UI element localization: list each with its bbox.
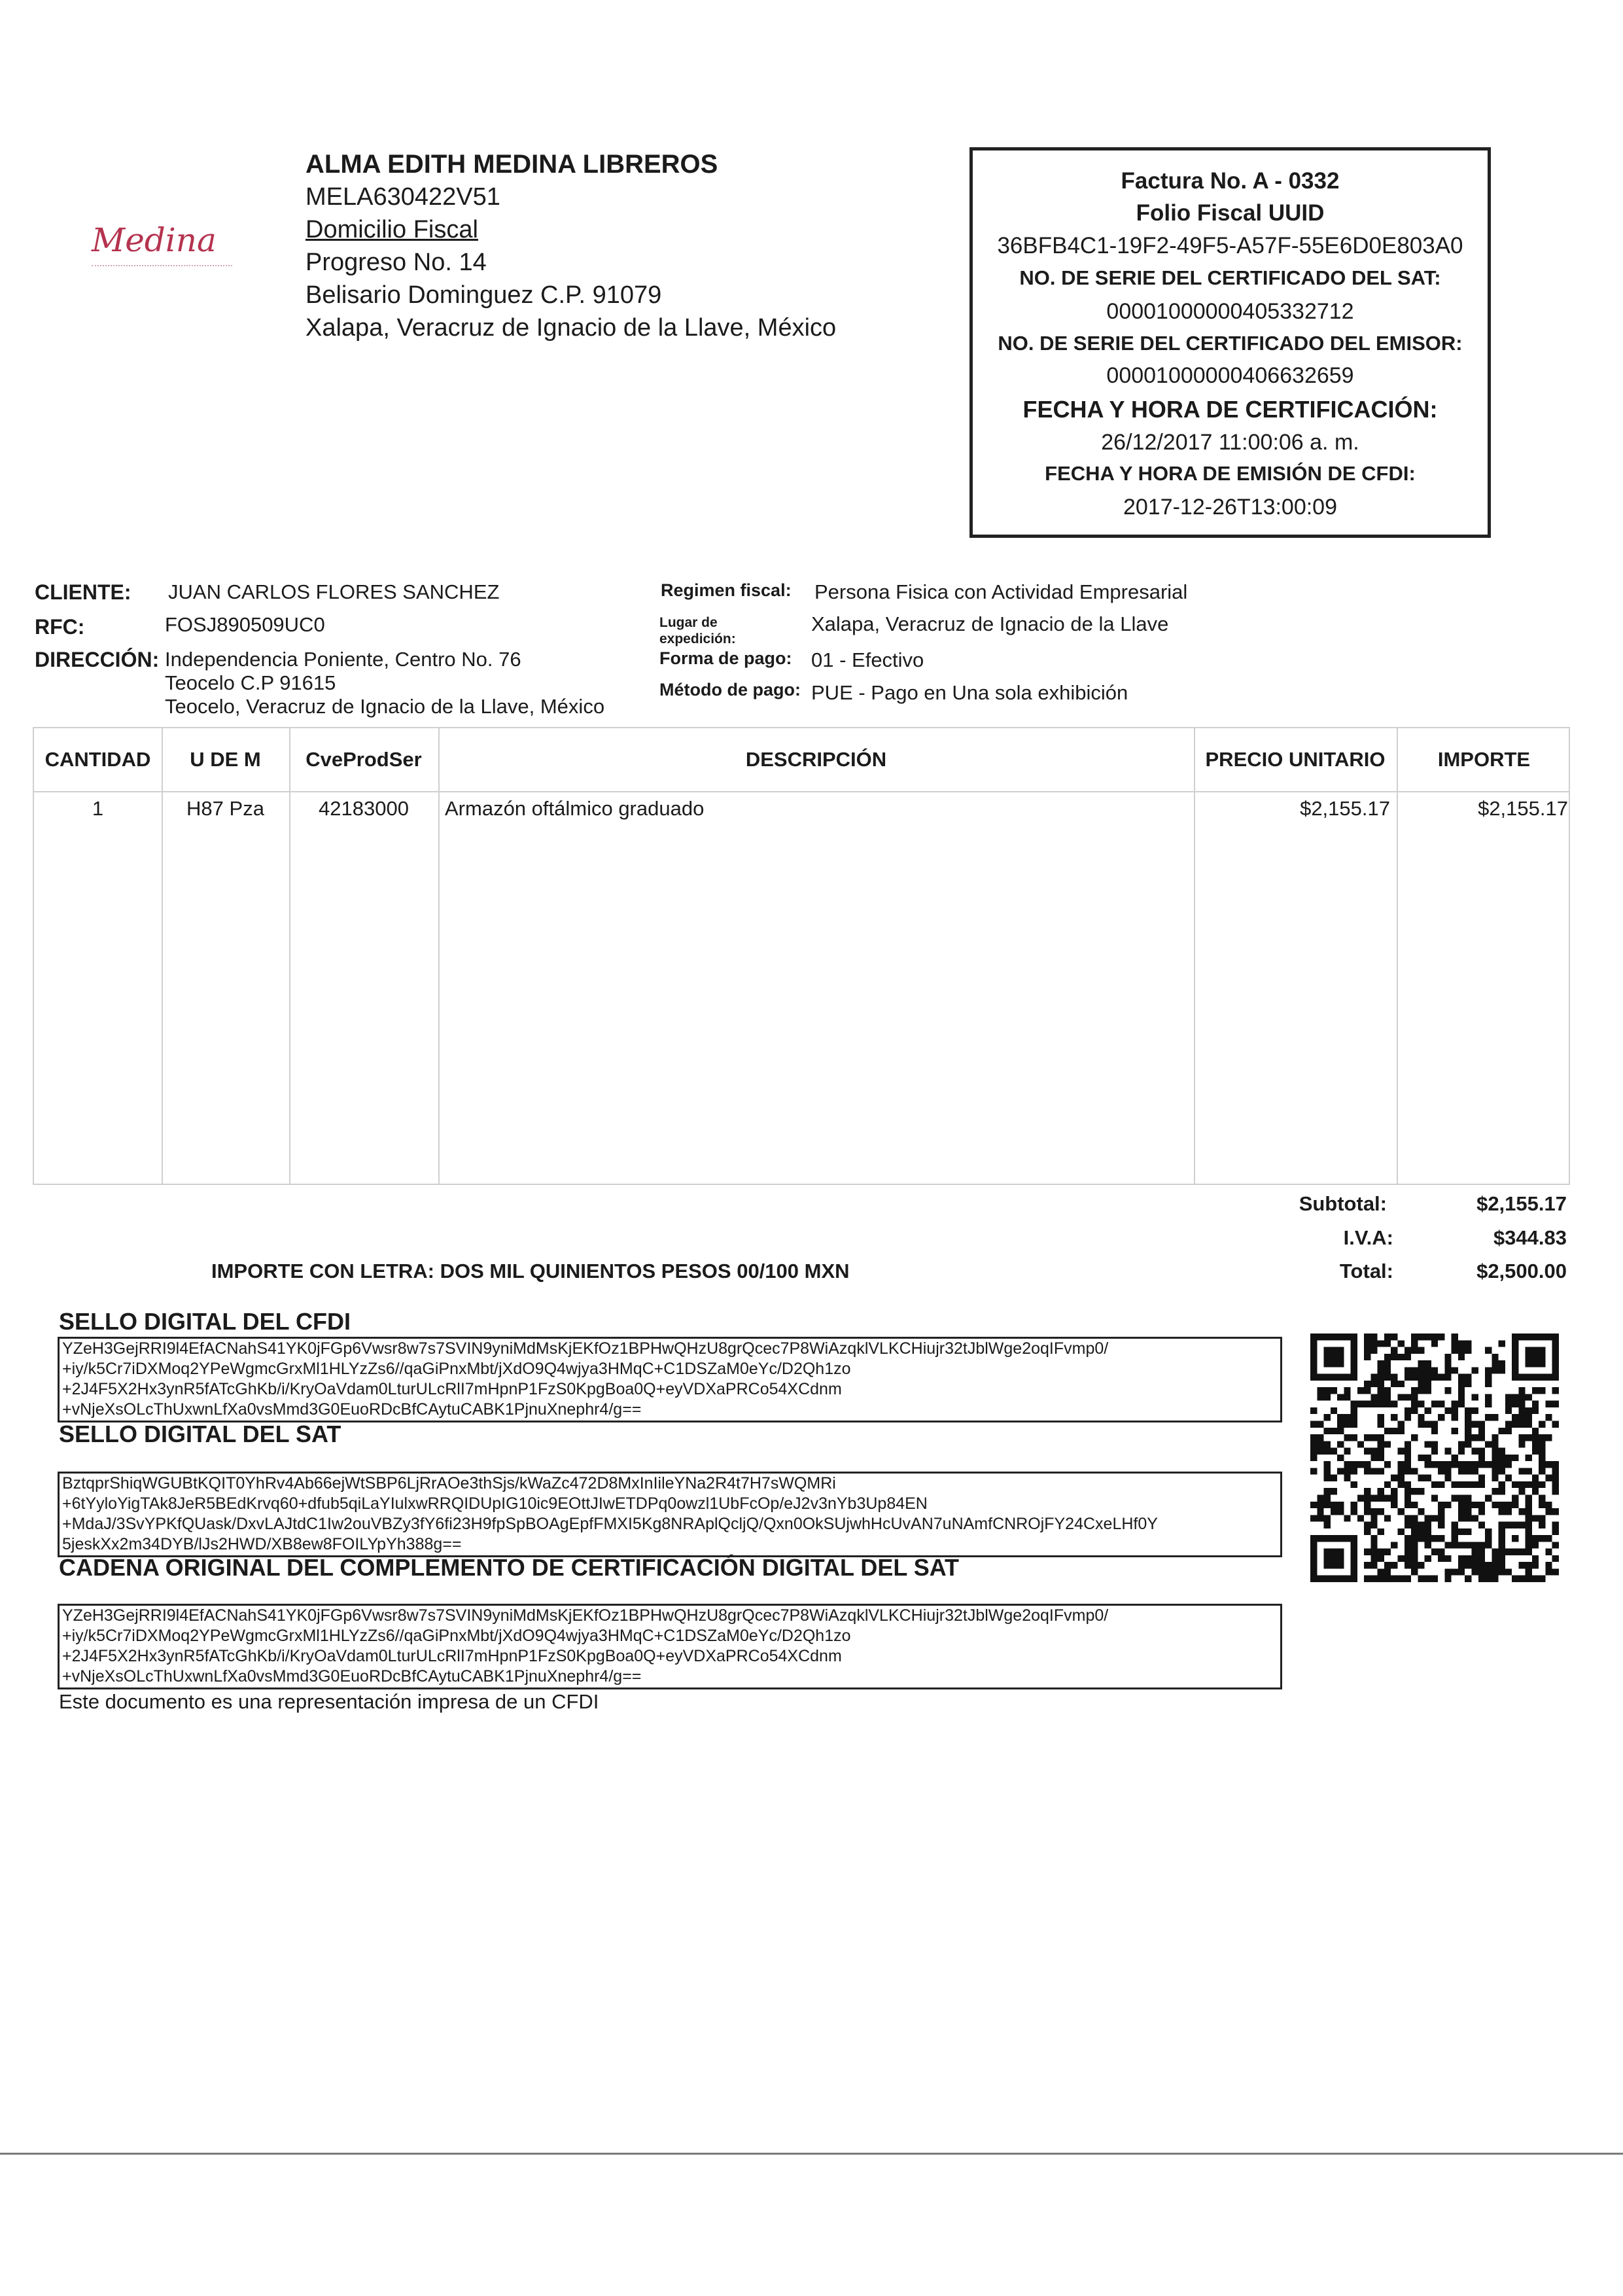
header-importe: IMPORTE bbox=[1437, 748, 1531, 771]
header-precio: PRECIO UNITARIO bbox=[1205, 748, 1386, 771]
forma-pago-label: Forma de pago: bbox=[659, 648, 792, 668]
subtotal-label: Subtotal: bbox=[1299, 1192, 1387, 1215]
issuer-neighborhood: Belisario Dominguez C.P. 91079 bbox=[305, 281, 662, 309]
scan-edge-line bbox=[0, 2153, 1623, 2155]
table-col-divider bbox=[438, 728, 440, 1184]
client-address-label: DIRECCIÓN: bbox=[35, 648, 160, 671]
table-header-divider bbox=[34, 791, 1569, 792]
cadena-line: +vNjeXsOLcThUxwnLfXa0vsMmd3G0EuoRDcBfCAytuCABK1PjnuXnephr4/g== bbox=[62, 1667, 642, 1686]
issuer-logo: Medina bbox=[92, 221, 217, 259]
cadena-line: +2J4F5X2Hx3ynR5fATcGhKb/i/KryOaVdam0LturULcRlI7mHpnP1FzS0KpgBoa0Q+eyVDXaPRCo54XCdnm bbox=[62, 1647, 842, 1665]
cadena-line: YZeH3GejRRI9l4EfACNahS41YK0jFGp6Vwsr8w7s7SVIN9yniMdMsKjEKfOz1BPHwQHzU8grQcec7P8WiAzqklVLKCHiujr32tJblWge2oqIFvmp0/ bbox=[62, 1606, 1109, 1625]
sello-cfdi-title: SELLO DIGITAL DEL CFDI bbox=[59, 1308, 351, 1335]
folio-uuid: 36BFB4C1-19F2-49F5-A57F-55E6D0E803A0 bbox=[997, 233, 1463, 258]
client-rfc: FOSJ890509UC0 bbox=[165, 613, 325, 636]
row-importe: $2,155.17 bbox=[1478, 797, 1568, 820]
emisor-cert-label: NO. DE SERIE DEL CERTIFICADO DEL EMISOR: bbox=[998, 332, 1463, 355]
issuer-address-title: Domicilio Fiscal bbox=[305, 216, 478, 243]
header-clave: CveProdSer bbox=[305, 748, 422, 771]
logo-underline bbox=[92, 265, 232, 266]
total-label: Total: bbox=[1339, 1260, 1393, 1282]
sello-cfdi-line: +vNjeXsOLcThUxwnLfXa0vsMmd3G0EuoRDcBfCAytuCABK1PjnuXnephr4/g== bbox=[62, 1400, 642, 1419]
sat-cert-label: NO. DE SERIE DEL CERTIFICADO DEL SAT: bbox=[1019, 266, 1441, 289]
sello-cfdi-line: +iy/k5Cr7iDXMoq2YPeWgmcGrxMl1HLYzZs6//qaGiPnxMbt/jXdO9Q4wjya3HMqC+C1DSZaM0eYc/D2Qh1zo bbox=[62, 1360, 851, 1378]
iva-label: I.V.A: bbox=[1343, 1226, 1393, 1249]
sello-sat-box bbox=[58, 1472, 1282, 1557]
folio-label: Folio Fiscal UUID bbox=[1136, 200, 1325, 226]
emission-date: 2017-12-26T13:00:09 bbox=[1123, 495, 1338, 520]
client-name: JUAN CARLOS FLORES SANCHEZ bbox=[168, 580, 500, 603]
emisor-cert-number: 00001000000406632659 bbox=[1106, 363, 1354, 388]
sello-cfdi-line: +2J4F5X2Hx3ynR5fATcGhKb/i/KryOaVdam0LturULcRlI7mHpnP1FzS0KpgBoa0Q+eyVDXaPRCo54XCdnm bbox=[62, 1380, 842, 1398]
header-descripcion: DESCRIPCIÓN bbox=[745, 748, 887, 771]
issuer-city: Xalapa, Veracruz de Ignacio de la Llave, México bbox=[305, 314, 837, 342]
issuer-name: ALMA EDITH MEDINA LIBREROS bbox=[305, 150, 718, 179]
row-precio: $2,155.17 bbox=[1300, 797, 1390, 820]
sello-sat-line: +6tYyloYigTAk8JeR5BEdKrvq60+dfub5qiLaYIulxwRRQIDUpIG10ic9EOttJIwETDPq0owzl1UbFcOp/eJ2v3nYb3Up84EN bbox=[62, 1494, 928, 1513]
lugar-label-line2: expedición: bbox=[659, 631, 736, 646]
row-descripcion: Armazón oftálmico graduado bbox=[445, 797, 705, 820]
metodo-pago-label: Método de pago: bbox=[659, 680, 801, 699]
sello-cfdi-box bbox=[58, 1337, 1282, 1422]
issuer-rfc: MELA630422V51 bbox=[305, 183, 500, 211]
concepts-table bbox=[33, 727, 1570, 1185]
cadena-original-box bbox=[58, 1604, 1282, 1689]
subtotal-value: $2,155.17 bbox=[1476, 1192, 1567, 1215]
lugar-label-line1: Lugar de bbox=[659, 615, 718, 630]
header-unidad: U DE M bbox=[190, 748, 261, 771]
client-address-line3: Teocelo, Veracruz de Ignacio de la Llave, México bbox=[165, 695, 605, 718]
client-rfc-label: RFC: bbox=[35, 615, 85, 639]
client-address-line2: Teocelo C.P 91615 bbox=[165, 671, 336, 694]
emission-date-label: FECHA Y HORA DE EMISIÓN DE CFDI: bbox=[1045, 462, 1416, 485]
row-clave: 42183000 bbox=[319, 797, 409, 820]
sat-cert-number: 00001000000405332712 bbox=[1106, 299, 1354, 324]
iva-value: $344.83 bbox=[1493, 1226, 1567, 1249]
metodo-pago-value: PUE - Pago en Una sola exhibición bbox=[811, 681, 1128, 704]
invoice-info-box bbox=[969, 147, 1491, 538]
sello-sat-line: +MdaJ/3SvYPKfQUask/DxvLAJtdC1Iw2ouVBZy3fY6fi23H9fpSpBOAgEpfFMXI5Kg8NRAplQcljQ/Qxn0OkSUjwhHcUvAN7uNAmfCNROjFY24CxeLHf0Y bbox=[62, 1515, 1158, 1533]
issuer-street: Progreso No. 14 bbox=[305, 249, 487, 276]
cadena-original-title: CADENA ORIGINAL DEL COMPLEMENTO DE CERTIFICACIÓN DIGITAL DEL SAT bbox=[59, 1554, 960, 1581]
qr-code bbox=[1310, 1333, 1559, 1582]
cert-date: 26/12/2017 11:00:06 a. m. bbox=[1101, 430, 1359, 455]
footer-note: Este documento es una representación impresa de un CFDI bbox=[59, 1690, 599, 1713]
sello-cfdi-line: YZeH3GejRRI9l4EfACNahS41YK0jFGp6Vwsr8w7s7SVIN9yniMdMsKjEKfOz1BPHwQHzU8grQcec7P8WiAzqklVLKCHiujr32tJblWge2oqIFvmp0/ bbox=[62, 1339, 1109, 1358]
header-cantidad: CANTIDAD bbox=[44, 748, 151, 771]
cadena-line: +iy/k5Cr7iDXMoq2YPeWgmcGrxMl1HLYzZs6//qaGiPnxMbt/jXdO9Q4wjya3HMqC+C1DSZaM0eYc/D2Qh1zo bbox=[62, 1627, 851, 1645]
lugar-value: Xalapa, Veracruz de Ignacio de la Llave bbox=[811, 612, 1169, 635]
importe-con-letra: IMPORTE CON LETRA: DOS MIL QUINIENTOS PESOS 00/100 MXN bbox=[211, 1260, 850, 1282]
row-cantidad: 1 bbox=[92, 797, 104, 820]
regimen-label: Regimen fiscal: bbox=[661, 580, 792, 600]
client-label: CLIENTE: bbox=[35, 580, 131, 604]
total-value: $2,500.00 bbox=[1476, 1260, 1567, 1282]
invoice-number: Factura No. A - 0332 bbox=[1121, 168, 1340, 194]
sello-sat-line: 5jeskXx2m34DYB/lJs2HWD/XB8ew8FOILYpYh388g== bbox=[62, 1535, 462, 1553]
cert-date-label: FECHA Y HORA DE CERTIFICACIÓN: bbox=[1022, 396, 1438, 423]
client-address-line1: Independencia Poniente, Centro No. 76 bbox=[165, 648, 521, 671]
row-unidad: H87 Pza bbox=[186, 797, 264, 820]
sello-sat-title: SELLO DIGITAL DEL SAT bbox=[59, 1421, 341, 1447]
regimen-value: Persona Fisica con Actividad Empresarial bbox=[814, 580, 1188, 603]
forma-pago-value: 01 - Efectivo bbox=[811, 648, 924, 671]
sello-sat-line: BztqprShiqWGUBtKQIT0YhRv4Ab66ejWtSBP6LjRrAOe3thSjs/kWaZc472D8MxInIileYNa2R4t7H7sWQMRi bbox=[62, 1474, 836, 1492]
